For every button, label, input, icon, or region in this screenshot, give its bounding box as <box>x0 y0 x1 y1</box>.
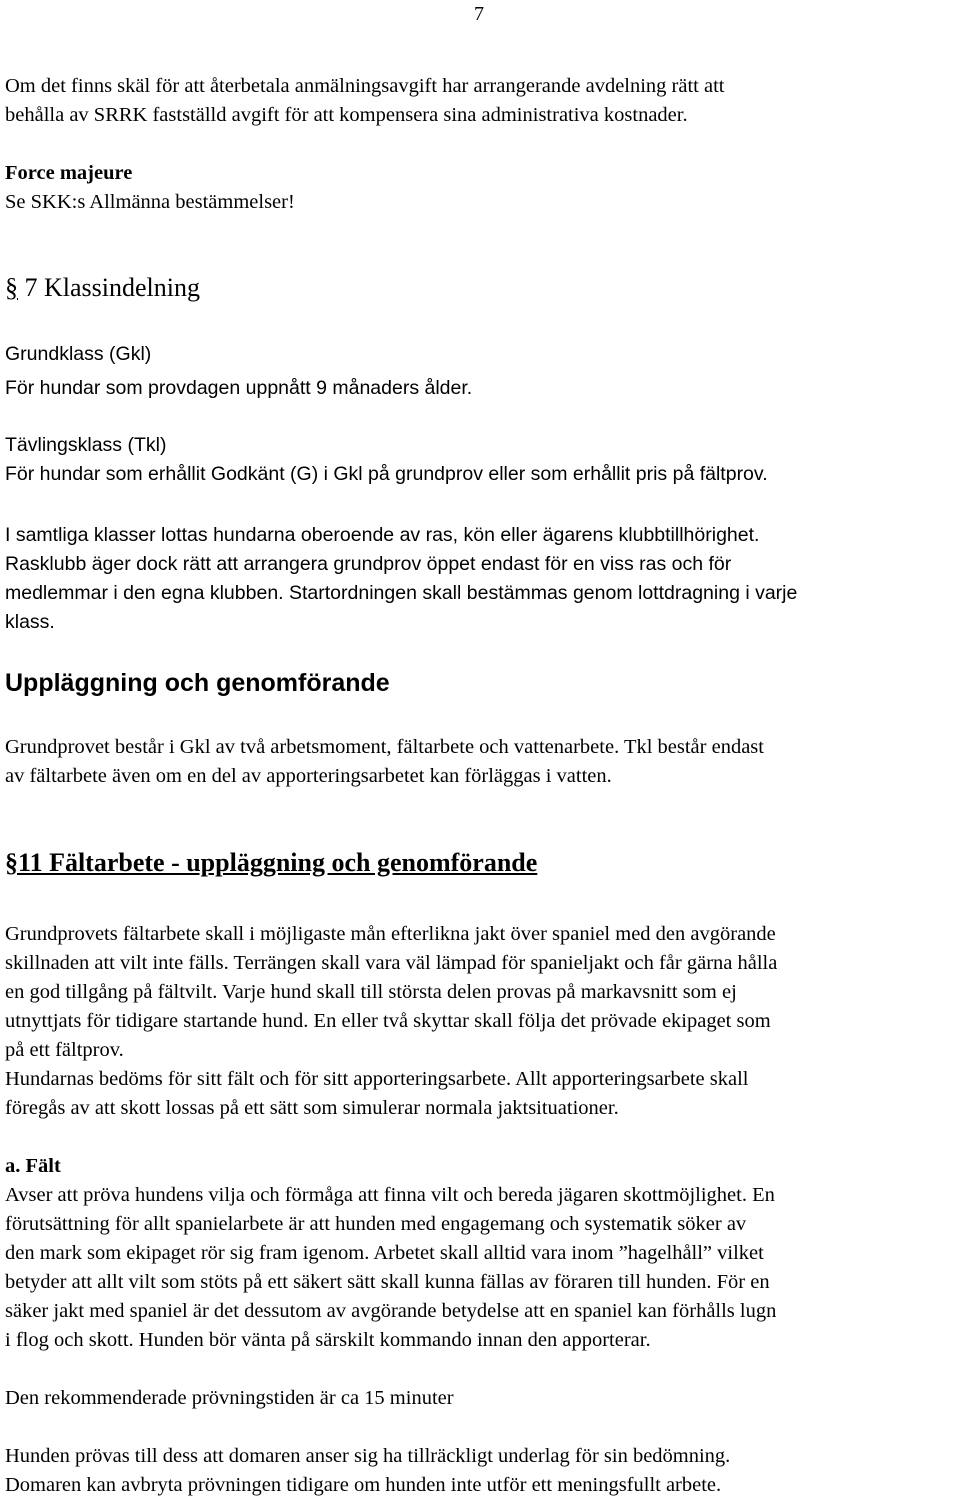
upplaggning-heading: Uppläggning och genomförande <box>5 669 390 697</box>
text-line: föregås av att skott lossas på ett sätt som simulerar normala jaktsituationer. <box>5 1097 619 1119</box>
gkl-heading: Grundklass (Gkl) <box>5 343 152 365</box>
text-line: Grundprovets fältarbete skall i möjligaste mån efterlikna jakt över spaniel med den avgörande <box>5 923 776 945</box>
tkl-heading: Tävlingsklass (Tkl) <box>5 434 167 456</box>
text-line: skillnaden att vilt inte fälls. Terrängen skall vara väl lämpad för spanieljakt och får gärna hålla <box>5 952 778 974</box>
text-line: betyder att allt vilt som stöts på ett säkert sätt skall kunna fällas av föraren till hunden. För en <box>5 1271 770 1293</box>
text-line: i flog och skott. Hunden bör vänta på särskilt kommando innan den apporterar. <box>5 1329 651 1351</box>
section-title: 11 Fältarbete - uppläggning och genomförande <box>18 848 538 877</box>
text-line: på ett fältprov. <box>5 1039 124 1061</box>
force-majeure-heading: Force majeure <box>5 162 133 184</box>
text-line: Domaren kan avbryta prövningen tidigare om hunden inte utför ett meningsfullt arbete. <box>5 1474 722 1496</box>
gkl-text: För hundar som provdagen uppnått 9 månaders ålder. <box>5 377 473 399</box>
text-line: Avser att pröva hundens vilja och förmåga att finna vilt och bereda jägaren skottmöjlighet. En <box>5 1184 775 1206</box>
text-line: av fältarbete även om en del av apporteringsarbetet kan förläggas i vatten. <box>5 765 612 787</box>
section-7-heading <box>5 270 200 306</box>
text-line: säker jakt med spaniel är det dessutom av avgörande betydelse att en spaniel kan förhålls lugn <box>5 1300 777 1322</box>
text-line: klass. <box>5 611 55 633</box>
text-line: behålla av SRRK fastställd avgift för att kompensera sina administrativa kostnader. <box>5 104 688 126</box>
force-majeure-text: Se SKK:s Allmänna bestämmelser! <box>5 191 295 213</box>
falt-heading: a. Fält <box>5 1155 61 1177</box>
page-number: 7 <box>474 3 484 25</box>
text-line: Hunden prövas till dess att domaren anser sig ha tillräckligt underlag för sin bedömning. <box>5 1445 731 1467</box>
text-line: I samtliga klasser lottas hundarna oberoende av ras, kön eller ägarens klubbtillhörighet. <box>5 524 760 546</box>
text-line: den mark som ekipaget rör sig fram igenom. Arbetet skall alltid vara inom ”hagelhåll” vilket <box>5 1242 764 1264</box>
text-line: förutsättning för allt spanielarbete är att hunden med engagemang och systematik söker av <box>5 1213 747 1235</box>
section-symbol: § <box>5 273 18 302</box>
section-11-heading <box>5 845 537 881</box>
text-line: medlemmar i den egna klubben. Startordningen skall bestämmas genom lottdragning i varje <box>5 582 798 604</box>
text-line: Hundarnas bedöms för sitt fält och för sitt apporteringsarbete. Allt apporteringsarbete skall <box>5 1068 749 1090</box>
text-line: Rasklubb äger dock rätt att arrangera grundprov öppet endast för en viss ras och för <box>5 553 732 575</box>
text-line: en god tillgång på fältvilt. Varje hund skall till största delen provas på markavsnitt som ej <box>5 981 737 1003</box>
text-line: Grundprovet består i Gkl av två arbetsmoment, fältarbete och vattenarbete. Tkl består endast <box>5 736 764 758</box>
text-line: Om det finns skäl för att återbetala anmälningsavgift har arrangerande avdelning rätt att <box>5 75 725 97</box>
provningstid-text: Den rekommenderade prövningstiden är ca 15 minuter <box>5 1387 454 1409</box>
tkl-text: För hundar som erhållit Godkänt (G) i Gkl på grundprov eller som erhållit pris på fältprov. <box>5 463 768 485</box>
section-title: 7 Klassindelning <box>18 273 200 302</box>
text-line: utnyttjats för tidigare startande hund. En eller två skyttar skall följa det prövade ekipaget som <box>5 1010 771 1032</box>
section-symbol: § <box>5 848 18 877</box>
